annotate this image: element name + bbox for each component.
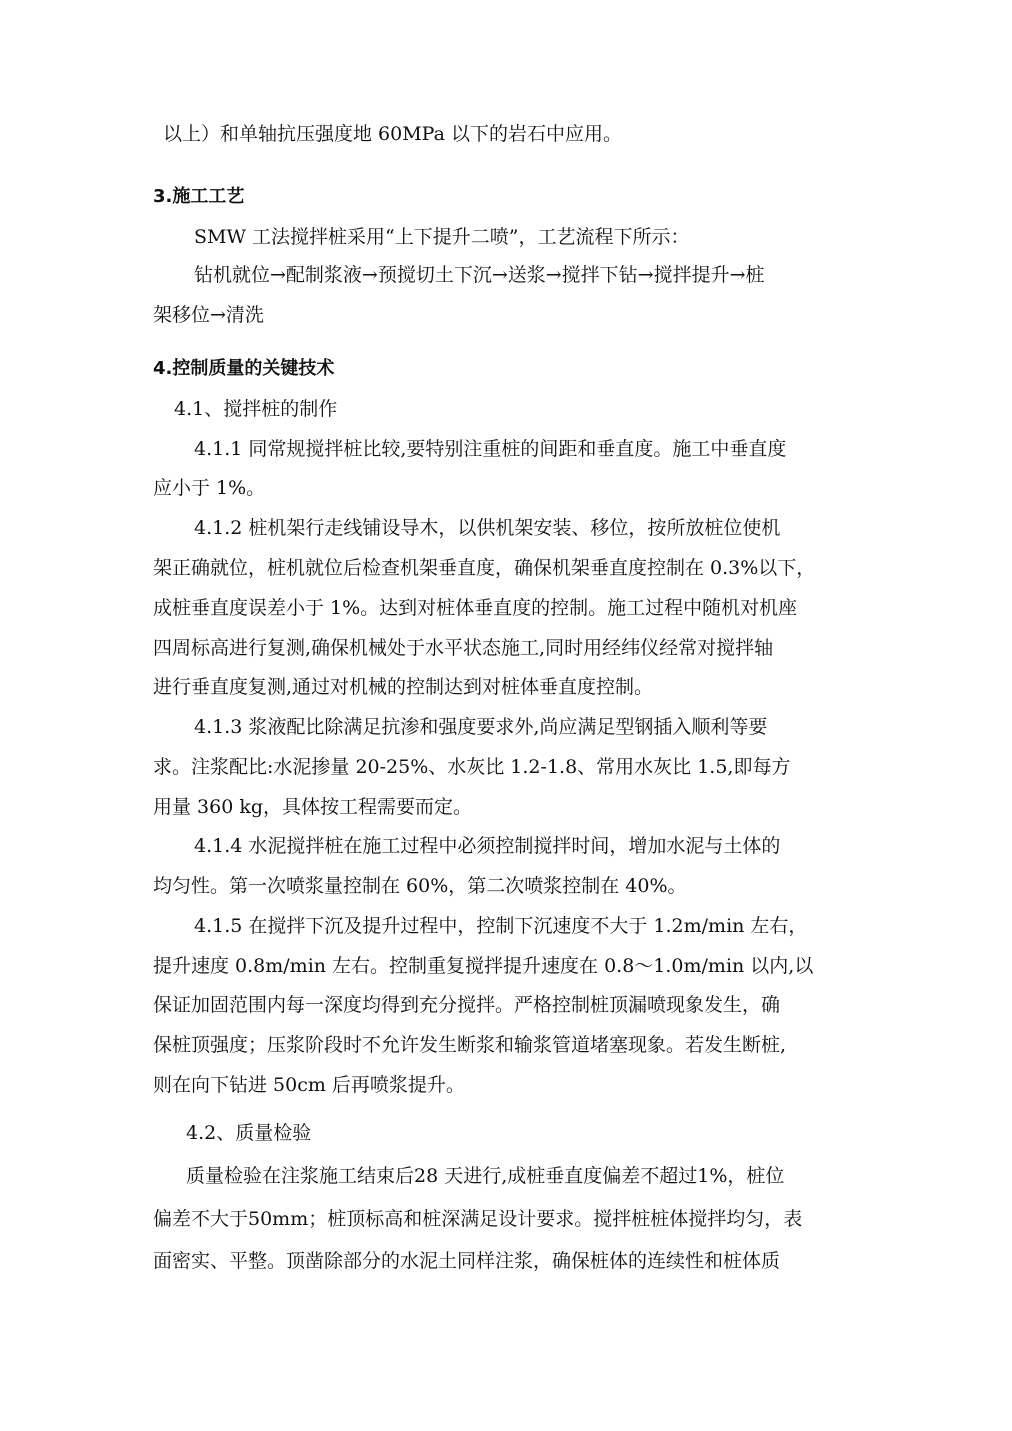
- subsection-4-1-heading: 4.1、搅拌桩的制作: [174, 398, 338, 420]
- paragraph-4-2-line-3: 面密实、平整。顶凿除部分的水泥土同样注浆，确保桩体的连续性和桩体质: [153, 1250, 781, 1272]
- paragraph-4-1-2-line-2: 架正确就位，桩机就位后检查机架垂直度，确保机架垂直度控制在 0.3%以下，: [153, 557, 816, 579]
- process-flow-line-1: 钻机就位→配制浆液→预搅切土下沉→送浆→搅拌下钻→搅拌提升→桩: [194, 264, 765, 286]
- paragraph-4-1-5-line-5: 则在向下钻进 50cm 后再喷浆提升。: [153, 1074, 465, 1096]
- paragraph-4-1-3-line-2: 求。注浆配比:水泥掺量 20-25%、水灰比 1.2-1.8、常用水灰比 1.5,即每方: [153, 756, 791, 778]
- subsection-4-2-heading: 4.2、质量检验: [186, 1122, 312, 1144]
- paragraph-4-1-3-line-3: 用量 360 kg，具体按工程需要而定。: [153, 796, 473, 818]
- paragraph-4-1-2-line-3: 成桩垂直度误差小于 1%。达到对桩体垂直度的控制。施工过程中随机对机座: [153, 597, 798, 619]
- intro-line: 以上）和单轴抗压强度地 60MPa 以下的岩石中应用。: [163, 123, 622, 145]
- paragraph-4-1-2-line-1: 4.1.2 桩机架行走线铺设导木，以供机架安装、移位，按所放桩位使机: [194, 517, 781, 539]
- paragraph-4-2-line-2: 偏差不大于50mm；桩顶标高和桩深满足设计要求。搅拌桩桩体搅拌均匀，表: [153, 1208, 803, 1230]
- section-4-heading: 4.控制质量的关键技术: [153, 358, 335, 379]
- paragraph-4-1-5-line-2: 提升速度 0.8m/min 左右。控制重复搅拌提升速度在 0.8～1.0m/min 以内,以: [153, 955, 814, 977]
- paragraph-4-1-3-line-1: 4.1.3 浆液配比除满足抗渗和强度要求外,尚应满足型钢插入顺利等要: [194, 716, 768, 738]
- paragraph-4-1-1-line-2: 应小于 1%。: [153, 477, 266, 499]
- paragraph-4-1-5-line-4: 保桩顶强度；压浆阶段时不允许发生断浆和输浆管道堵塞现象。若发生断桩,: [153, 1034, 787, 1056]
- paragraph-4-2-line-1: 质量检验在注浆施工结束后28 天进行,成桩垂直度偏差不超过1%，桩位: [186, 1165, 785, 1187]
- paragraph-4-1-2-line-4: 四周标高进行复测,确保机械处于水平状态施工,同时用经纬仪经常对搅拌轴: [153, 637, 774, 659]
- paragraph-4-1-4-line-1: 4.1.4 水泥搅拌桩在施工过程中必须控制搅拌时间，增加水泥与土体的: [194, 835, 781, 857]
- process-flow-line-2: 架移位→清洗: [153, 304, 264, 326]
- section-3-heading: 3.施工工艺: [153, 186, 245, 207]
- paragraph-4-1-2-line-5: 进行垂直度复测,通过对机械的控制达到对桩体垂直度控制。: [153, 676, 654, 698]
- paragraph-4-1-5-line-3: 保证加固范围内每一深度均得到充分搅拌。严格控制桩顶漏喷现象发生，确: [153, 994, 781, 1016]
- section-3-paragraph-1: SMW 工法搅拌桩采用“上下提升二喷”，工艺流程下所示：: [194, 226, 690, 248]
- paragraph-4-1-1-line-1: 4.1.1 同常规搅拌桩比较,要特别注重桩的间距和垂直度。施工中垂直度: [194, 438, 787, 460]
- paragraph-4-1-5-line-1: 4.1.5 在搅拌下沉及提升过程中，控制下沉速度不大于 1.2m/min 左右，: [194, 915, 808, 937]
- paragraph-4-1-4-line-2: 均匀性。第一次喷浆量控制在 60%，第二次喷浆控制在 40%。: [153, 875, 687, 897]
